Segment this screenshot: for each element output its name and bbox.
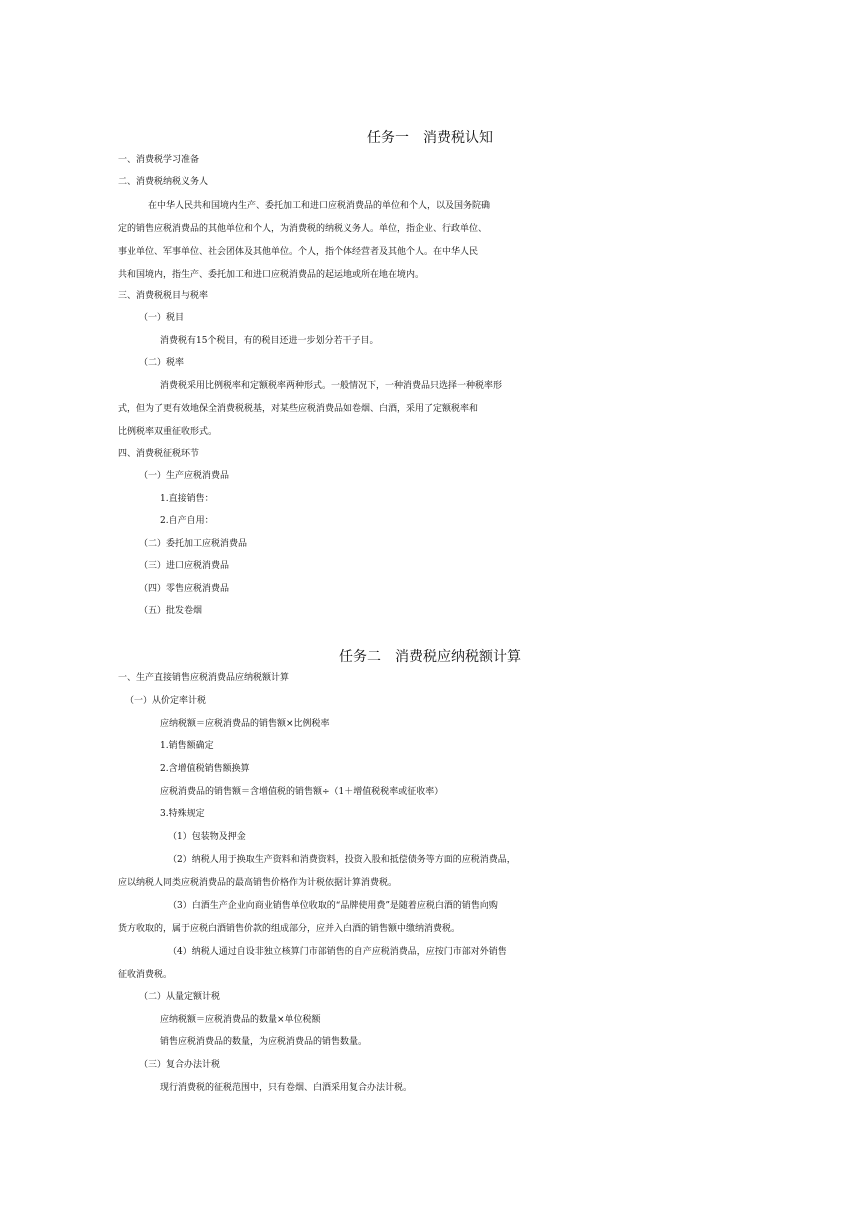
paragraph-line: 消费税有15个税目，有的税目还进一步划分若干子目。 <box>160 336 379 346</box>
list-item: 2.自产自用： <box>160 516 214 526</box>
paragraph-line: （2）纳税人用于换取生产资料和消费资料，投资入股和抵偿债务等方面的应税消费品， <box>168 855 516 865</box>
subsection-heading: （三）进口应税消费品 <box>139 561 230 571</box>
paragraph-line: 征收消费税。 <box>118 970 173 980</box>
list-item: 1.直接销售： <box>160 494 214 504</box>
subsection-heading: （二）委托加工应税消费品 <box>139 539 248 549</box>
subsection-heading: （四）零售应税消费品 <box>139 584 230 594</box>
paragraph-line: 式，但为了更有效地保全消费税税基，对某些应税消费品如卷烟、白酒，采用了定额税率和 <box>118 404 479 414</box>
paragraph-line: 应以纳税人同类应税消费品的最高销售价格作为计税依据计算消费税。 <box>118 878 398 888</box>
formula-line: 应纳税额＝应税消费品的销售额×比例税率 <box>160 719 330 729</box>
paragraph-line: （4）纳税人通过自设非独立核算门市部销售的自产应税消费品，应按门市部对外销售 <box>168 947 507 957</box>
formula-line: 应税消费品的销售额＝含增值税的销售额÷（1＋增值税税率或征收率） <box>160 787 444 797</box>
paragraph-line: 货方收取的，属于应税白酒销售价款的组成部分，应并入白酒的销售额中缴纳消费税。 <box>118 924 461 934</box>
paragraph-line: 事业单位、军事单位、社会团体及其他单位。个人，指个体经营者及其他个人。在中华人民 <box>118 247 479 257</box>
paragraph-line: 在中华人民共和国境内生产、委托加工和进口应税消费品的单位和个人，以及国务院确 <box>148 201 491 211</box>
subsection-heading: （一）从价定率计税 <box>125 696 207 706</box>
paragraph-line: （3）白酒生产企业向商业销售单位收取的“品牌使用费”是随着应税白酒的销售向购 <box>168 901 498 911</box>
list-item: 3.特殊规定 <box>160 809 205 819</box>
rule-item: （1）包装物及押金 <box>168 832 246 842</box>
paragraph-line: 定的销售应税消费品的其他单位和个人，为消费税的纳税义务人。单位，指企业、行政单位、 <box>118 224 488 234</box>
list-item: 1.销售额确定 <box>160 741 214 751</box>
section-heading: 四、消费税征税环节 <box>118 449 200 459</box>
subsection-heading: （三）复合办法计税 <box>139 1060 221 1070</box>
section-heading: 一、生产直接销售应税消费品应纳税额计算 <box>118 673 290 683</box>
section-heading: 一、消费税学习准备 <box>118 155 200 165</box>
subsection-heading: （一）生产应税消费品 <box>139 471 230 481</box>
paragraph-line: 销售应税消费品的数量，为应税消费品的销售数量。 <box>160 1037 368 1047</box>
list-item: 2.含增值税销售额换算 <box>160 764 250 774</box>
task1-title: 任务一 消费税认知 <box>367 130 493 146</box>
paragraph-line: 共和国境内，指生产、委托加工和进口应税消费品的起运地或所在地在境内。 <box>118 270 425 280</box>
paragraph-line: 比例税率双重征收形式。 <box>118 427 218 437</box>
section-heading: 三、消费税税目与税率 <box>118 291 209 301</box>
subsection-heading: （一）税目 <box>139 313 185 323</box>
formula-line: 应纳税额＝应税消费品的数量×单位税额 <box>160 1015 321 1025</box>
section-heading: 二、消费税纳税义务人 <box>118 177 209 187</box>
subsection-heading: （二）从量定额计税 <box>139 992 221 1002</box>
task2-title: 任务二 消费税应纳税额计算 <box>339 649 521 665</box>
paragraph-line: 现行消费税的征税范围中，只有卷烟、白酒采用复合办法计税。 <box>160 1083 413 1093</box>
paragraph-line: 消费税采用比例税率和定额税率两种形式。一般情况下，一种消费品只选择一种税率形 <box>160 381 503 391</box>
subsection-heading: （五）批发卷烟 <box>139 606 203 616</box>
subsection-heading: （二）税率 <box>139 358 185 368</box>
